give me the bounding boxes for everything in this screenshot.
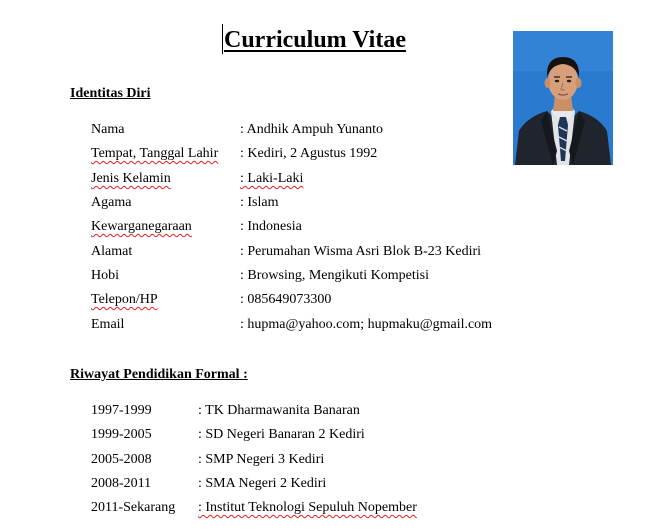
identity-label: Alamat bbox=[91, 244, 133, 259]
education-school: : TK Dharmawanita Banaran bbox=[198, 403, 360, 418]
identity-value: : Perumahan Wisma Asri Blok B-23 Kediri bbox=[240, 244, 482, 259]
education-years: 2005-2008 bbox=[91, 452, 152, 467]
profile-photo-image bbox=[513, 31, 613, 165]
identity-value: : Andhik Ampuh Yunanto bbox=[240, 122, 383, 137]
identity-label: Jenis Kelamin bbox=[91, 171, 171, 186]
identity-value: : Islam bbox=[240, 195, 279, 210]
section-heading-identitas: Identitas Diri bbox=[70, 86, 151, 101]
identity-label: Email bbox=[91, 317, 125, 332]
identity-value: : hupma@yahoo.com; hupmaku@gmail.com bbox=[240, 317, 493, 332]
education-years: 2008-2011 bbox=[91, 476, 152, 491]
identity-label: Hobi bbox=[91, 268, 119, 283]
identity-label: Nama bbox=[91, 122, 125, 137]
identity-label: Agama bbox=[91, 195, 132, 210]
education-years: 1997-1999 bbox=[91, 403, 152, 418]
education-years: 2011-Sekarang bbox=[91, 500, 176, 515]
education-school: : SD Negeri Banaran 2 Kediri bbox=[198, 427, 365, 442]
profile-photo bbox=[513, 31, 613, 165]
document-title: Curriculum Vitae bbox=[224, 27, 406, 53]
identity-value: : Browsing, Mengikuti Kompetisi bbox=[240, 268, 429, 283]
education-school: : SMA Negeri 2 Kediri bbox=[198, 476, 327, 491]
education-school: : SMP Negeri 3 Kediri bbox=[198, 452, 325, 467]
education-years: 1999-2005 bbox=[91, 427, 152, 442]
identity-value: : Laki-Laki bbox=[240, 171, 304, 186]
text-cursor bbox=[222, 24, 223, 54]
section-heading-pendidikan: Riwayat Pendidikan Formal : bbox=[70, 367, 248, 382]
identity-label: Kewarganegaraan bbox=[91, 219, 192, 234]
identity-label: Tempat, Tanggal Lahir bbox=[91, 146, 219, 161]
education-school: : Institut Teknologi Sepuluh Nopember bbox=[198, 500, 417, 515]
identity-value: : 085649073300 bbox=[240, 292, 332, 307]
identity-label: Telepon/HP bbox=[91, 292, 158, 307]
identity-value: : Kediri, 2 Agustus 1992 bbox=[240, 146, 378, 161]
identity-value: : Indonesia bbox=[240, 219, 302, 234]
